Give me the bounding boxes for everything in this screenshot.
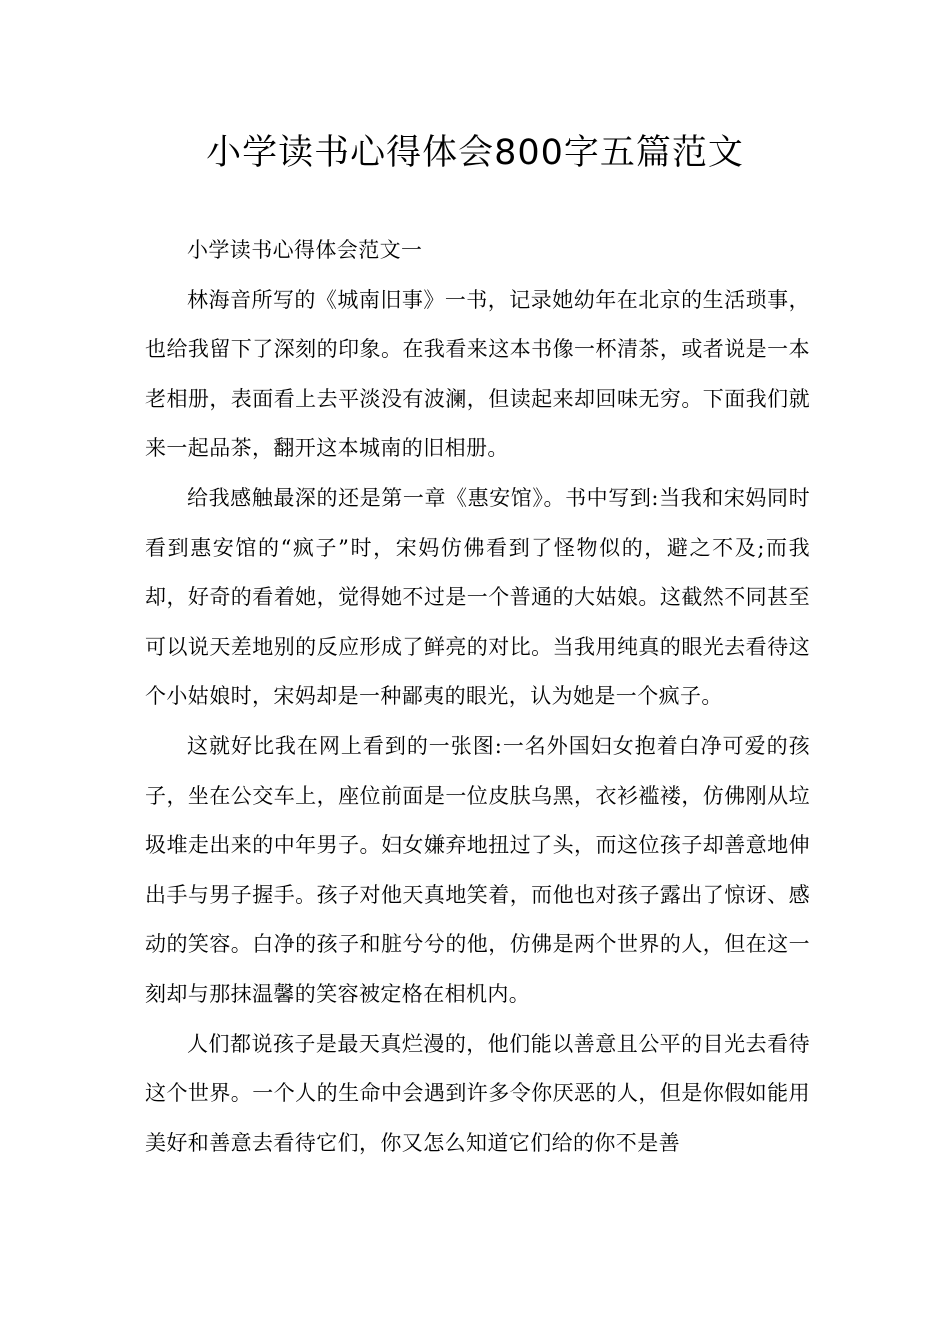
- paragraph: 人们都说孩子是最天真烂漫的，他们能以善意且公平的目光去看待这个世界。一个人的生命中会遇到许多令你厌恶的人，但是你假如能用美好和善意去看待它们，你又怎么知道它们给的你不是善: [145, 1031, 810, 1155]
- document-body: [145, 226, 810, 1168]
- paragraph: 林海音所写的《城南旧事》一书，记录她幼年在北京的生活琐事，也给我留下了深刻的印象。在我看来这本书像一杯清茶，或者说是一本老相册，表面看上去平淡没有波澜，但读起来却回味无穷。下面我们就来一起品茶，翻开这本城南的旧相册。: [145, 287, 810, 461]
- paragraph: 这就好比我在网上看到的一张图:一名外国妇女抱着白净可爱的孩子，坐在公交车上，座位前面是一位皮肤乌黑，衣衫褴褛，仿佛刚从垃圾堆走出来的中年男子。妇女嫌弃地扭过了头，而这位孩子却善意地伸出手与男子握手。孩子对他天真地笑着，而他也对孩子露出了惊讶、感动的笑容。白净的孩子和脏兮兮的他，仿佛是两个世界的人，但在这一刻却与那抹温馨的笑容被定格在相机内。: [145, 733, 810, 1006]
- section-heading: 小学读书心得体会范文一: [187, 238, 423, 262]
- document-title: 小学读书心得体会800字五篇范文: [206, 133, 744, 173]
- paragraph: 给我感触最深的还是第一章《惠安馆》。书中写到:当我和宋妈同时看到惠安馆的“疯子”时，宋妈仿佛看到了怪物似的，避之不及;而我却，好奇的看着她，觉得她不过是一个普通的大姑娘。这截然不同甚至可以说天差地别的反应形成了鲜亮的对比。当我用纯真的眼光去看待这个小姑娘时，宋妈却是一种鄙夷的眼光，认为她是一个疯子。: [145, 485, 810, 709]
